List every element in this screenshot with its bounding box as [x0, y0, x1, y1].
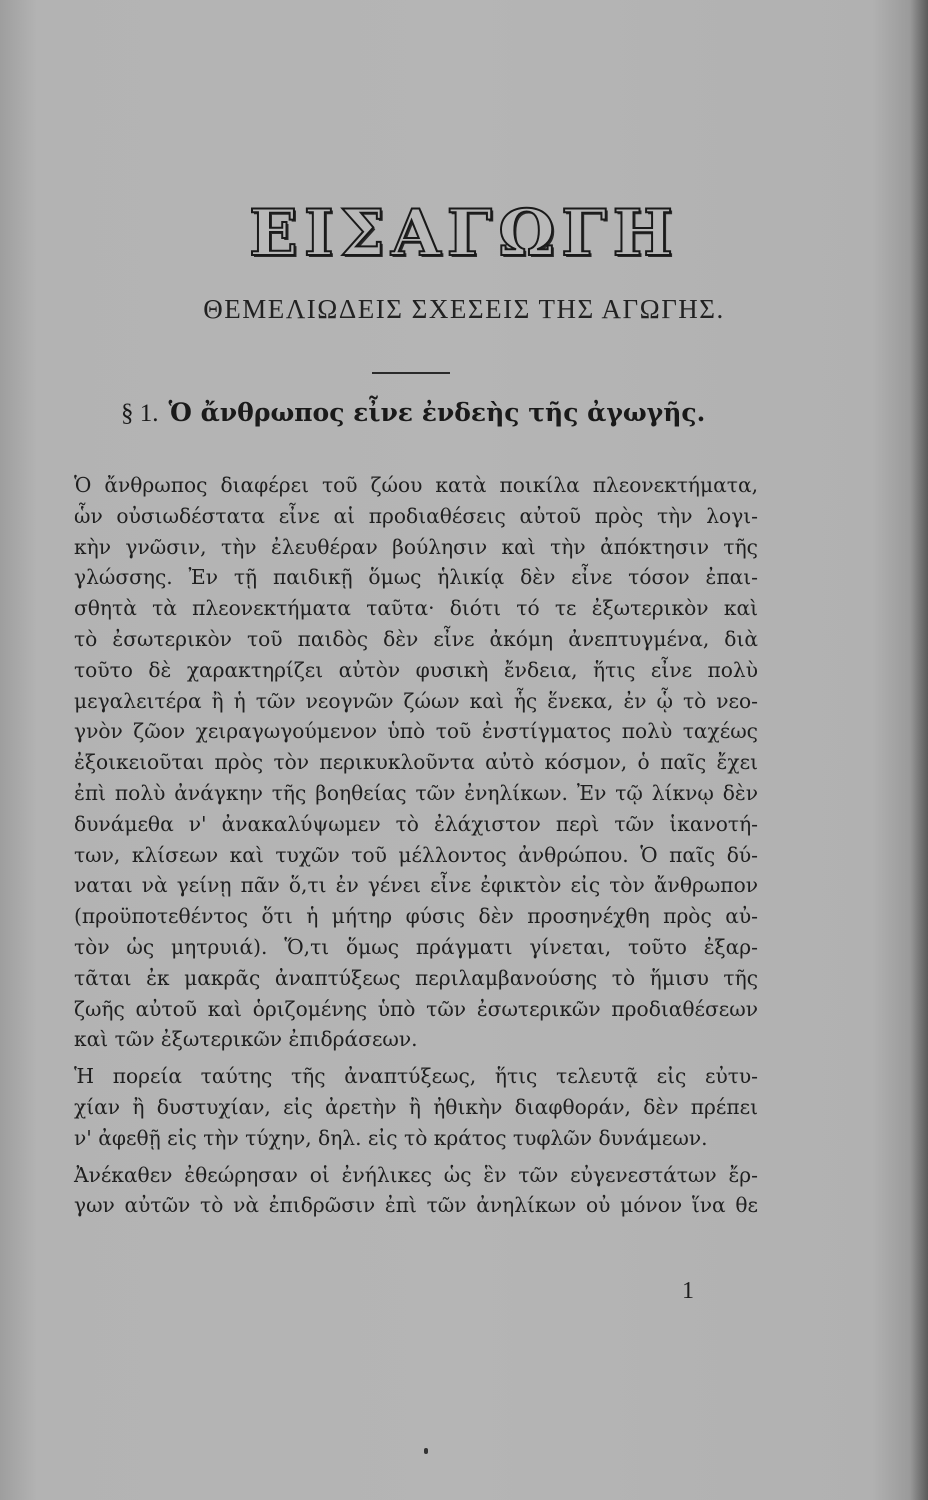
body-text [74, 470, 758, 1221]
text-line: σθητὰ τὰ πλεονεκτήματα ταῦτα· διότι τό τε ἐξωτερικὸν καὶ [74, 596, 758, 621]
section-number: § 1. [121, 400, 159, 427]
chapter-subtitle: ΘΕΜΕΛΙΩΔΕΙΣ ΣΧΕΣΕΙΣ ΤΗΣ ΑΓΩΓΗΣ. [203, 294, 725, 324]
text-line: ν' ἀφεθῇ εἰς τὴν τύχην, δηλ. εἰς τὸ κράτος τυφλῶν δυνάμεων. [74, 1125, 708, 1150]
text-line: γλώσσης. Ἐν τῇ παιδικῇ ὅμως ἡλικίᾳ δὲν εἶνε τόσον ἐπαι- [74, 565, 758, 590]
text-line: τᾶται ἐκ μακρᾶς ἀναπτύξεως περιλαμβανούσης τὸ ἥμισυ τῆς [74, 965, 758, 990]
text-line: χίαν ἢ δυστυχίαν, εἰς ἀρετὴν ἢ ἠθικὴν διαφθοράν, δὲν πρέπει [74, 1094, 758, 1119]
section-title: Ὁ ἄνθρωπος εἶνε ἐνδεὴς τῆς ἀγωγῆς. [168, 398, 706, 427]
text-line: Ὁ ἄνθρωπος διαφέρει τοῦ ζώου κατὰ ποικίλα πλεονεκτήματα, [74, 473, 758, 497]
title-divider [372, 372, 450, 374]
chapter-title: ΕΙΣΑΓΩΓΗ [249, 196, 679, 271]
text-line: (προϋποτεθέντος ὅτι ἡ μήτηρ φύσις δὲν προσηνέχθη πρὸς αὐ- [74, 904, 758, 929]
section-heading [121, 398, 705, 428]
text-line: καὶ τῶν ἐξωτερικῶν ἐπιδράσεων. [74, 1027, 418, 1052]
text-line: ὧν οὐσιωδέστατα εἶνε αἱ προδιαθέσεις αὐτοῦ πρὸς τὴν λογι- [74, 503, 758, 528]
text-line: ζωῆς αὐτοῦ καὶ ὁριζομένης ὑπὸ τῶν ἐσωτερικῶν προδιαθέσεων [74, 996, 758, 1021]
text-line: μεγαλειτέρα ἢ ἡ τῶν νεογνῶν ζώων καὶ ἧς ἕνεκα, ἐν ᾧ τὸ νεο- [74, 688, 758, 713]
page-number: 1 [682, 1278, 694, 1304]
text-line: των, κλίσεων καὶ τυχῶν τοῦ μέλλοντος ἀνθρώπου. Ὁ παῖς δύ- [74, 842, 758, 867]
text-line: τὸ ἐσωτερικὸν τοῦ παιδὸς δὲν εἶνε ἀκόμη ἀνεπτυγμένα, διὰ [74, 626, 758, 651]
text-line: δυνάμεθα ν' ἀνακαλύψωμεν τὸ ἐλάχιστον περὶ τῶν ἱκανοτή- [74, 811, 758, 836]
text-line: ναται νὰ γείνῃ πᾶν ὅ,τι ἐν γένει εἶνε ἐφικτὸν εἰς τὸν ἄνθρωπον [74, 873, 758, 898]
paper-speck [424, 1448, 428, 1454]
text-line: Ἡ πορεία ταύτης τῆς ἀναπτύξεως, ἥτις τελευτᾷ εἰς εὐτυ- [74, 1064, 758, 1089]
text-line: ἐπὶ πολὺ ἀνάγκην τῆς βοηθείας τῶν ἐνηλίκων. Ἐν τῷ λίκνῳ δὲν [74, 780, 758, 805]
text-line: τοῦτο δὲ χαρακτηρίζει αὐτὸν φυσικὴ ἔνδεια, ἥτις εἶνε πολὺ [74, 657, 758, 682]
text-line: τὸν ὡς μητρυιά). Ὅ,τι ὅμως πράγματι γίνεται, τοῦτο ἐξαρ- [74, 934, 758, 959]
text-line: ἐξοικειοῦται πρὸς τὸν περικυκλοῦντα αὐτὸ κόσμον, ὁ παῖς ἔχει [74, 750, 758, 775]
text-line: γων αὐτῶν τὸ νὰ ἐπιδρῶσιν ἐπὶ τῶν ἀνηλίκων οὐ μόνον ἵνα θε [74, 1193, 758, 1218]
text-line: Ἀνέκαθεν ἐθεώρησαν οἱ ἐνήλικες ὡς ἓν τῶν εὐγενεστάτων ἔρ- [74, 1162, 758, 1187]
text-line: κὴν γνῶσιν, τὴν ἐλευθέραν βούλησιν καὶ τὴν ἀπόκτησιν τῆς [74, 534, 758, 559]
text-line: γνὸν ζῶον χειραγωγούμενον ὑπὸ τοῦ ἐνστίγματος πολὺ ταχέως [74, 719, 758, 744]
